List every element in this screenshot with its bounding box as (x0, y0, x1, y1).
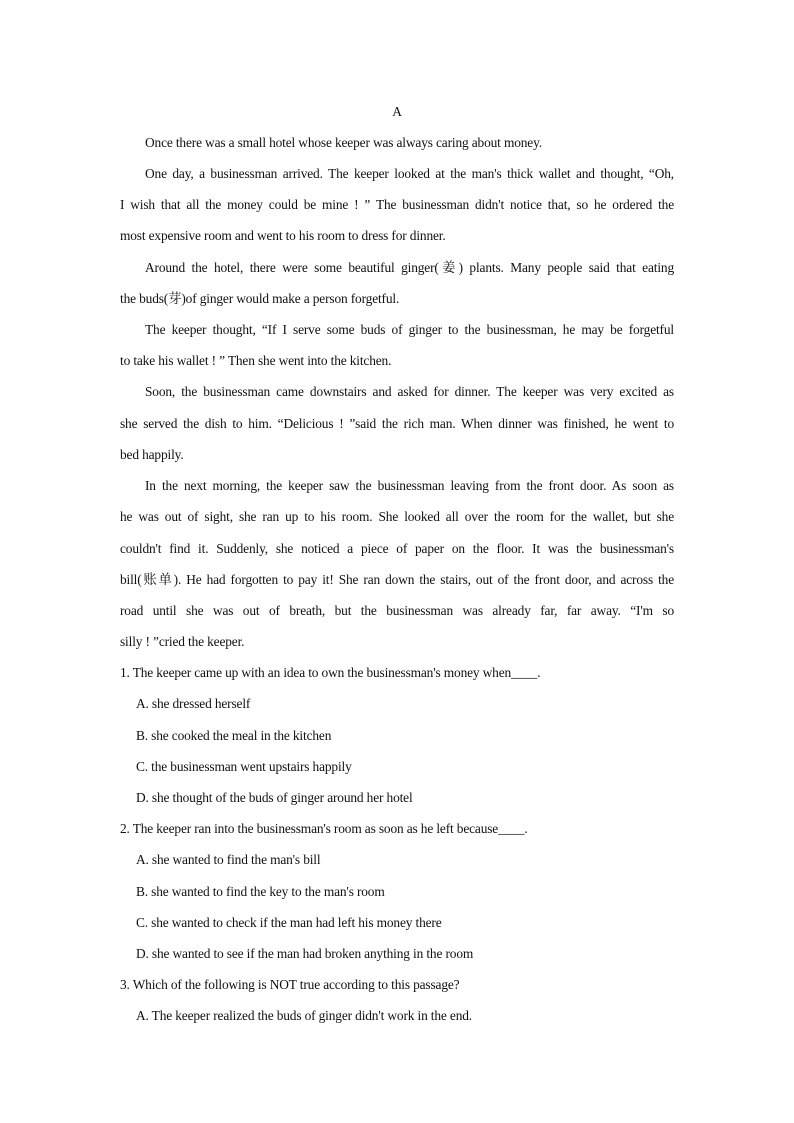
passage-paragraph-6-line-1: In the next morning, the keeper saw the businessman leaving from the front door. As soon as (145, 478, 674, 493)
question-2-stem: 2. The keeper ran into the businessman's room as soon as he left because____. (120, 821, 528, 836)
passage-paragraph-5-line-1: Soon, the businessman came downstairs and asked for dinner. The keeper was very excited as (145, 384, 674, 399)
question-3-stem: 3. Which of the following is NOT true according to this passage? (120, 977, 460, 992)
passage-paragraph-3-line-2: the buds(芽)of ginger would make a person forgetful. (120, 291, 400, 306)
passage-paragraph-6-line-5: road until she was out of breath, but the businessman was already far, far away. “I'm so (120, 603, 674, 618)
passage-paragraph-4-line-2: to take his wallet ! ” Then she went into the kitchen. (120, 353, 392, 368)
passage-paragraph-2-line-1: One day, a businessman arrived. The keeper looked at the man's thick wallet and thought, “Oh, (145, 166, 674, 181)
question-3-option-a: A. The keeper realized the buds of ginger didn't work in the end. (136, 1008, 473, 1023)
question-2-option-d: D. she wanted to see if the man had broken anything in the room (136, 946, 474, 961)
question-1-stem: 1. The keeper came up with an idea to own the businessman's money when____. (120, 665, 541, 680)
question-1-option-c: C. the businessman went upstairs happily (136, 759, 352, 774)
passage-paragraph-6-line-6: silly ! ”cried the keeper. (120, 634, 245, 649)
passage-paragraph-6-line-2: he was out of sight, she ran up to his room. She looked all over the room for the wallet, but she (120, 509, 674, 524)
passage-paragraph-2-line-3: most expensive room and went to his room to dress for dinner. (120, 228, 446, 243)
passage-paragraph-6-line-3: couldn't find it. Suddenly, she noticed a piece of paper on the floor. It was the businessman's (120, 541, 674, 556)
passage-paragraph-4-line-1: The keeper thought, “If I serve some buds of ginger to the businessman, he may be forgetful (145, 322, 674, 337)
passage-paragraph-2-line-2: I wish that all the money could be mine ! ” The businessman didn't notice that, so he ordered the (120, 197, 674, 212)
passage-paragraph-3-line-1: Around the hotel, there were some beautiful ginger(姜) plants. Many people said that eating (145, 260, 674, 275)
passage-paragraph-5-line-3: bed happily. (120, 447, 184, 462)
passage-paragraph-6-line-4: bill(账单). He had forgotten to pay it! She ran down the stairs, out of the front door, and across the (120, 572, 674, 587)
question-2-option-c: C. she wanted to check if the man had left his money there (136, 915, 442, 930)
question-2-option-b: B. she wanted to find the key to the man's room (136, 884, 385, 899)
passage-paragraph-1: Once there was a small hotel whose keeper was always caring about money. (145, 135, 542, 150)
question-1-option-d: D. she thought of the buds of ginger around her hotel (136, 790, 413, 805)
question-2-option-a: A. she wanted to find the man's bill (136, 852, 321, 867)
question-1-option-b: B. she cooked the meal in the kitchen (136, 728, 332, 743)
question-1-option-a: A. she dressed herself (136, 696, 251, 711)
section-title: A (392, 104, 402, 119)
passage-paragraph-5-line-2: she served the dish to him. “Delicious ! ”said the rich man. When dinner was finished, he went to (120, 416, 674, 431)
